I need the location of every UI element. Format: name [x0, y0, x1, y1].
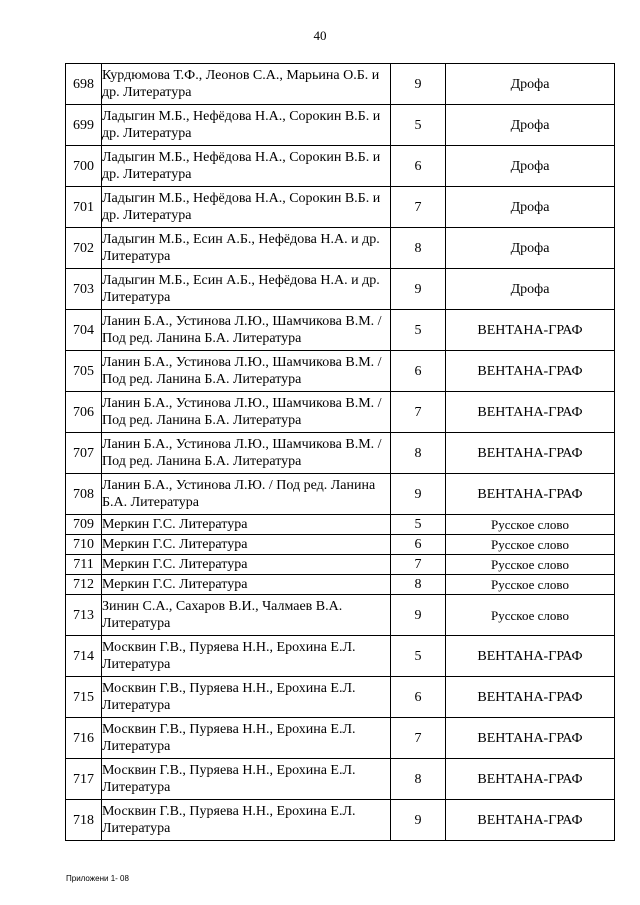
- row-authors-title: Ладыгин М.Б., Нефёдова Н.А., Сорокин В.Б. и др. Литература: [102, 187, 391, 228]
- row-number: 705: [66, 351, 102, 392]
- table-row: [66, 187, 615, 228]
- table-row: [66, 146, 615, 187]
- table-row: [66, 310, 615, 351]
- row-publisher: Дрофа: [446, 64, 615, 105]
- table-row: [66, 759, 615, 800]
- row-publisher: ВЕНТАНА-ГРАФ: [446, 392, 615, 433]
- table-row: [66, 351, 615, 392]
- row-grade: 6: [391, 535, 446, 555]
- row-publisher: ВЕНТАНА-ГРАФ: [446, 636, 615, 677]
- row-grade: 6: [391, 677, 446, 718]
- row-grade: 5: [391, 105, 446, 146]
- row-number: 713: [66, 595, 102, 636]
- row-grade: 7: [391, 718, 446, 759]
- row-authors-title: Ланин Б.А., Устинова Л.Ю. / Под ред. Ланина Б.А. Литература: [102, 474, 391, 515]
- row-publisher: Дрофа: [446, 105, 615, 146]
- table-row: [66, 555, 615, 575]
- row-publisher: ВЕНТАНА-ГРАФ: [446, 718, 615, 759]
- table-row: [66, 433, 615, 474]
- row-grade: 7: [391, 555, 446, 575]
- row-grade: 8: [391, 759, 446, 800]
- table-row: [66, 575, 615, 595]
- table-row: [66, 392, 615, 433]
- row-number: 717: [66, 759, 102, 800]
- row-number: 704: [66, 310, 102, 351]
- table-row: [66, 636, 615, 677]
- row-number: 702: [66, 228, 102, 269]
- row-publisher: ВЕНТАНА-ГРАФ: [446, 474, 615, 515]
- row-authors-title: Москвин Г.В., Пуряева Н.Н., Ерохина Е.Л. Литература: [102, 677, 391, 718]
- row-publisher: ВЕНТАНА-ГРАФ: [446, 433, 615, 474]
- row-publisher: ВЕНТАНА-ГРАФ: [446, 310, 615, 351]
- row-publisher: Дрофа: [446, 187, 615, 228]
- row-authors-title: Ланин Б.А., Устинова Л.Ю., Шамчикова В.М. / Под ред. Ланина Б.А. Литература: [102, 351, 391, 392]
- row-number: 715: [66, 677, 102, 718]
- row-authors-title: Москвин Г.В., Пуряева Н.Н., Ерохина Е.Л. Литература: [102, 636, 391, 677]
- row-authors-title: Меркин Г.С. Литература: [102, 535, 391, 555]
- row-number: 699: [66, 105, 102, 146]
- row-grade: 5: [391, 310, 446, 351]
- row-number: 716: [66, 718, 102, 759]
- row-grade: 9: [391, 595, 446, 636]
- row-publisher: Русское слово: [446, 535, 615, 555]
- row-number: 707: [66, 433, 102, 474]
- table-row: [66, 718, 615, 759]
- row-grade: 7: [391, 187, 446, 228]
- row-grade: 5: [391, 636, 446, 677]
- table-row: [66, 228, 615, 269]
- row-authors-title: Ладыгин М.Б., Нефёдова Н.А., Сорокин В.Б. и др. Литература: [102, 146, 391, 187]
- row-authors-title: Ладыгин М.Б., Нефёдова Н.А., Сорокин В.Б. и др. Литература: [102, 105, 391, 146]
- row-number: 703: [66, 269, 102, 310]
- row-number: 698: [66, 64, 102, 105]
- row-grade: 7: [391, 392, 446, 433]
- footer-note: Приложени 1- 08: [66, 874, 129, 883]
- table-row: [66, 535, 615, 555]
- row-number: 718: [66, 800, 102, 841]
- row-authors-title: Ладыгин М.Б., Есин А.Б., Нефёдова Н.А. и др. Литература: [102, 269, 391, 310]
- row-authors-title: Зинин С.А., Сахаров В.И., Чалмаев В.А. Литература: [102, 595, 391, 636]
- row-grade: 8: [391, 575, 446, 595]
- row-grade: 8: [391, 228, 446, 269]
- row-number: 701: [66, 187, 102, 228]
- row-grade: 6: [391, 351, 446, 392]
- row-authors-title: Курдюмова Т.Ф., Леонов С.А., Марьина О.Б. и др. Литература: [102, 64, 391, 105]
- row-grade: 9: [391, 64, 446, 105]
- row-number: 714: [66, 636, 102, 677]
- row-publisher: ВЕНТАНА-ГРАФ: [446, 677, 615, 718]
- table-body: [66, 64, 615, 841]
- row-grade: 8: [391, 433, 446, 474]
- page-number: 40: [313, 28, 327, 43]
- table-row: [66, 595, 615, 636]
- row-publisher: Дрофа: [446, 146, 615, 187]
- table-row: [66, 269, 615, 310]
- row-number: 710: [66, 535, 102, 555]
- row-number: 711: [66, 555, 102, 575]
- row-publisher: Русское слово: [446, 555, 615, 575]
- row-authors-title: Москвин Г.В., Пуряева Н.Н., Ерохина Е.Л. Литература: [102, 718, 391, 759]
- row-authors-title: Меркин Г.С. Литература: [102, 515, 391, 535]
- row-publisher: Дрофа: [446, 228, 615, 269]
- row-publisher: ВЕНТАНА-ГРАФ: [446, 351, 615, 392]
- row-authors-title: Ладыгин М.Б., Есин А.Б., Нефёдова Н.А. и др. Литература: [102, 228, 391, 269]
- row-authors-title: Ланин Б.А., Устинова Л.Ю., Шамчикова В.М. / Под ред. Ланина Б.А. Литература: [102, 310, 391, 351]
- row-authors-title: Меркин Г.С. Литература: [102, 575, 391, 595]
- textbook-table: [65, 63, 615, 841]
- table-row: [66, 474, 615, 515]
- row-authors-title: Ланин Б.А., Устинова Л.Ю., Шамчикова В.М. / Под ред. Ланина Б.А. Литература: [102, 392, 391, 433]
- row-number: 700: [66, 146, 102, 187]
- table-row: [66, 800, 615, 841]
- row-number: 706: [66, 392, 102, 433]
- table-row: [66, 64, 615, 105]
- row-publisher: Русское слово: [446, 595, 615, 636]
- row-grade: 9: [391, 474, 446, 515]
- row-publisher: Русское слово: [446, 515, 615, 535]
- table-row: [66, 105, 615, 146]
- row-grade: 9: [391, 269, 446, 310]
- row-grade: 9: [391, 800, 446, 841]
- table-row: [66, 515, 615, 535]
- row-publisher: ВЕНТАНА-ГРАФ: [446, 759, 615, 800]
- row-number: 712: [66, 575, 102, 595]
- row-authors-title: Москвин Г.В., Пуряева Н.Н., Ерохина Е.Л. Литература: [102, 759, 391, 800]
- row-authors-title: Меркин Г.С. Литература: [102, 555, 391, 575]
- row-authors-title: Ланин Б.А., Устинова Л.Ю., Шамчикова В.М. / Под ред. Ланина Б.А. Литература: [102, 433, 391, 474]
- row-number: 708: [66, 474, 102, 515]
- row-number: 709: [66, 515, 102, 535]
- row-authors-title: Москвин Г.В., Пуряева Н.Н., Ерохина Е.Л. Литература: [102, 800, 391, 841]
- row-grade: 6: [391, 146, 446, 187]
- row-publisher: Дрофа: [446, 269, 615, 310]
- table-row: [66, 677, 615, 718]
- row-publisher: ВЕНТАНА-ГРАФ: [446, 800, 615, 841]
- row-publisher: Русское слово: [446, 575, 615, 595]
- row-grade: 5: [391, 515, 446, 535]
